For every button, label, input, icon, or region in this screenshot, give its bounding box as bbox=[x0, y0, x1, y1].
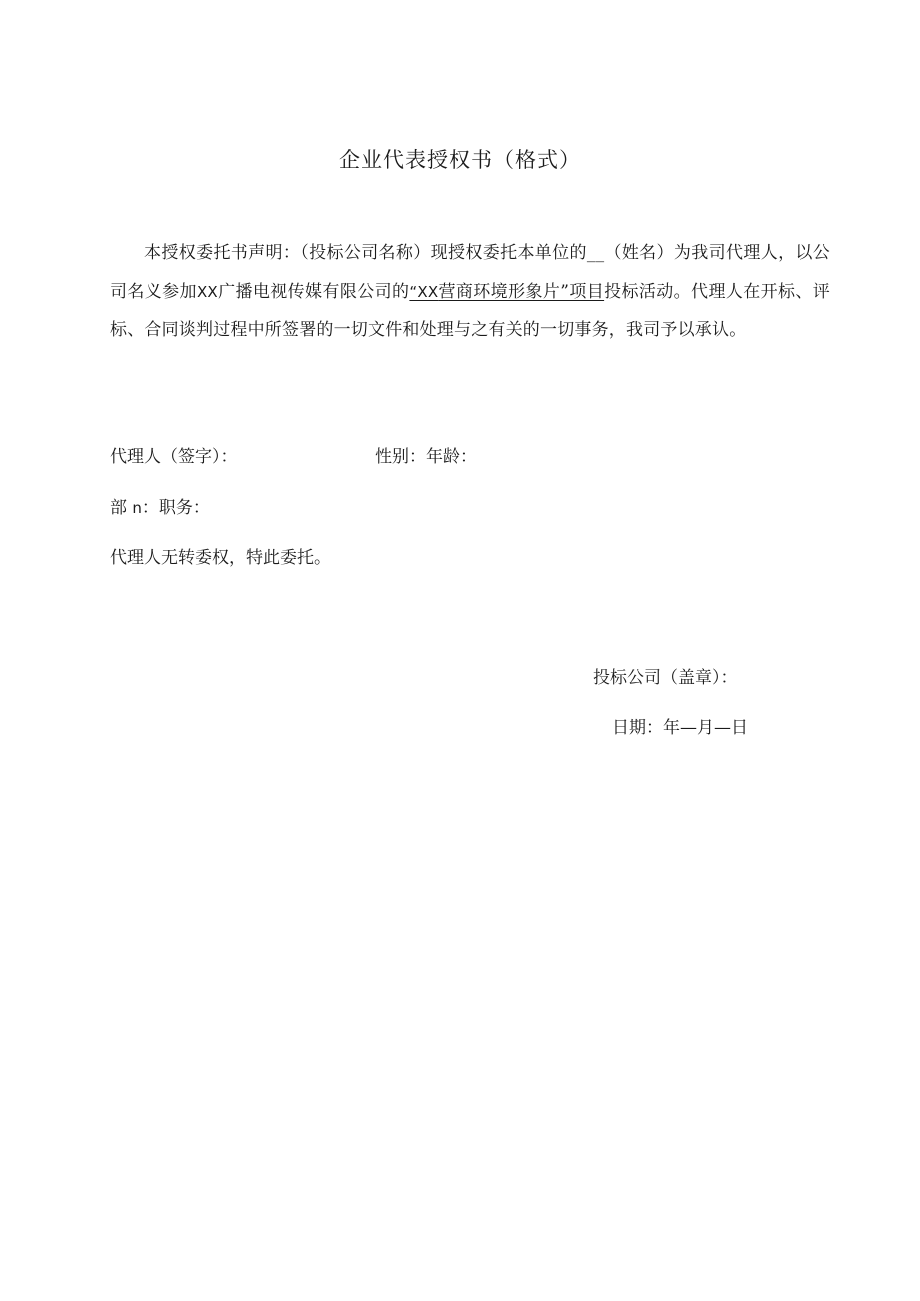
project-name-xx: “XX bbox=[409, 282, 439, 301]
company-seal-label: 投标公司（盖章）： bbox=[593, 668, 738, 688]
department-prefix: 部 bbox=[110, 498, 127, 518]
project-name-underlined bbox=[409, 282, 604, 302]
project-name-rest: 营商环境形象片”项目 bbox=[438, 281, 605, 302]
statement-part-3: 投标活动。代理人在开标、评标、合同谈判过程中所签署的一切文件和处理与之有关的一切事务，我司予以承认。 bbox=[110, 281, 830, 340]
gender-age-label: 性别：年龄： bbox=[375, 447, 477, 467]
no-sublet-statement: 代理人无转委权，特此委托。 bbox=[110, 548, 331, 568]
department-position-label bbox=[110, 493, 210, 518]
document-title: 企业代表授权书（格式） bbox=[339, 148, 581, 172]
statement-part-2: 广播电视传媒有限公司的 bbox=[217, 281, 410, 302]
date-label: 日期：年—月—日 bbox=[612, 718, 748, 738]
statement-xx-1: XX bbox=[196, 282, 218, 301]
department-n: n bbox=[132, 499, 142, 517]
agent-signature-label: 代理人（签字）： bbox=[110, 447, 238, 467]
statement-part-1: 本授权委托书声明：（投标公司名称）现授权委托本单位的__（姓名）为我司代理人，以公司名义参加 bbox=[110, 243, 830, 302]
authorization-statement bbox=[110, 234, 830, 350]
position-label: ：职务： bbox=[141, 498, 210, 518]
